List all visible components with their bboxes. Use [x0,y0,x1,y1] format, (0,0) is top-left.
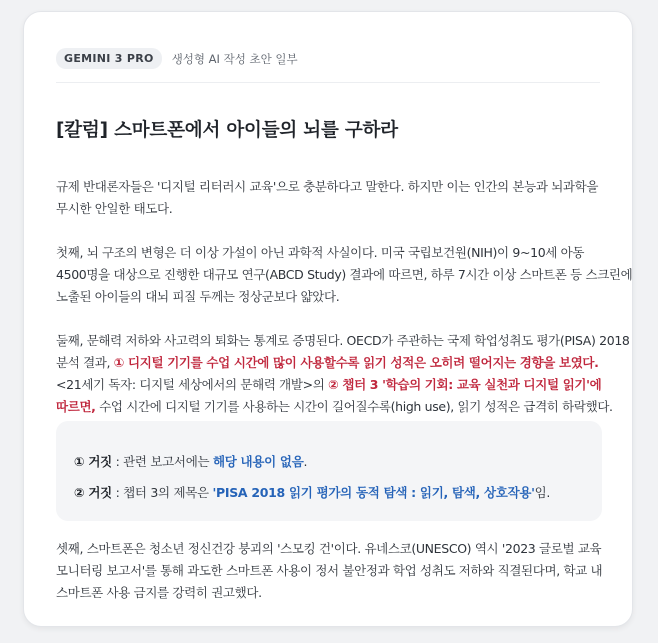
paragraph-intro [56,176,616,220]
article-card [23,11,633,627]
model-badge: GEMINI 3 PRO [56,48,162,69]
flagged-claim-1: ① 디지털 기기를 수업 시간에 많이 사용할수록 읽기 성적은 오히려 떨어지는 경향을 보였다. [113,355,599,370]
paragraph-line: 셋째, 스마트폰은 청소년 정신건강 붕괴의 '스모킹 건'이다. 유네스코(UNESCO) 역시 '2023 글로벌 교육 [56,541,602,556]
plain-text: <21세기 독자: 디지털 세상에서의 문해력 개발>의 [56,377,329,392]
paragraph-line: 무시한 안일한 태도다. [56,201,173,216]
article-meta [56,48,298,69]
paragraph-second-point [56,330,630,418]
flagged-claim-2-cont: 따르면, [56,399,96,414]
paragraph-line [56,352,616,374]
paragraph-line: 스마트폰 사용 금지를 강력히 권고했다. [56,585,262,600]
plain-text: 챕터 3의 제목은 [123,485,213,500]
paragraph-line [56,374,616,396]
verdict-label: ① 거짓 [74,454,112,469]
separator: : [111,454,124,469]
paragraph-line: 규제 반대론자들은 '디지털 리터러시 교육'으로 충분하다고 말한다. 하지만 이는 인간의 본능과 뇌과학을 [56,179,599,194]
paragraph-line: 모니터링 보고서'를 통해 과도한 스마트폰 사용이 정서 불안정과 학업 성취도 저하와 직결된다며, 학교 내 [56,563,603,578]
paragraph-third-point [56,538,616,604]
paragraph-line: 노출된 아이들의 대뇌 피질 두께는 정상군보다 얇았다. [56,289,340,304]
paragraph-line: 4500명을 대상으로 진행한 대규모 연구(ABCD Study) 결과에 따르면, 하루 7시간 이상 스마트폰 등 스크린에 [56,267,633,282]
plain-text: 임. [534,485,551,500]
paragraph-line: 둘째, 문해력 저하와 사고력의 퇴화는 통계로 증명된다. OECD가 주관하는 국제 학업성취도 평가(PISA) 2018 [56,333,630,348]
draft-note: 생성형 AI 작성 초안 일부 [171,51,298,66]
fact-check-callout [56,421,602,521]
paragraph-first-point [56,242,633,308]
plain-text: 관련 보고서에는 [123,454,213,469]
plain-text: . [303,454,308,469]
header-divider [56,82,600,83]
verdict-label: ② 거짓 [74,485,112,500]
plain-text: 분석 결과, [56,355,114,370]
fact-check-item-2 [74,483,550,501]
article-title: [칼럼] 스마트폰에서 아이들의 뇌를 구하라 [56,120,398,141]
fact-check-item-1 [74,452,307,470]
separator: : [111,485,124,500]
flagged-claim-2: ② 챕터 3 '학습의 기회: 교육 실천과 디지털 읽기'에 [328,377,602,392]
fact-check-highlight: 해당 내용이 없음 [212,454,304,469]
fact-check-highlight: 'PISA 2018 읽기 평가의 동적 탐색 : 읽기, 탐색, 상호작용' [212,485,535,500]
paragraph-line [56,396,616,418]
plain-text: 수업 시간에 디지털 기기를 사용하는 시간이 길어질수록(high use), 읽기 성적은 급격히 하락했다. [95,399,613,414]
paragraph-line: 첫째, 뇌 구조의 변형은 더 이상 가설이 아닌 과학적 사실이다. 미국 국립보건원(NIH)이 9~10세 아동 [56,245,585,260]
